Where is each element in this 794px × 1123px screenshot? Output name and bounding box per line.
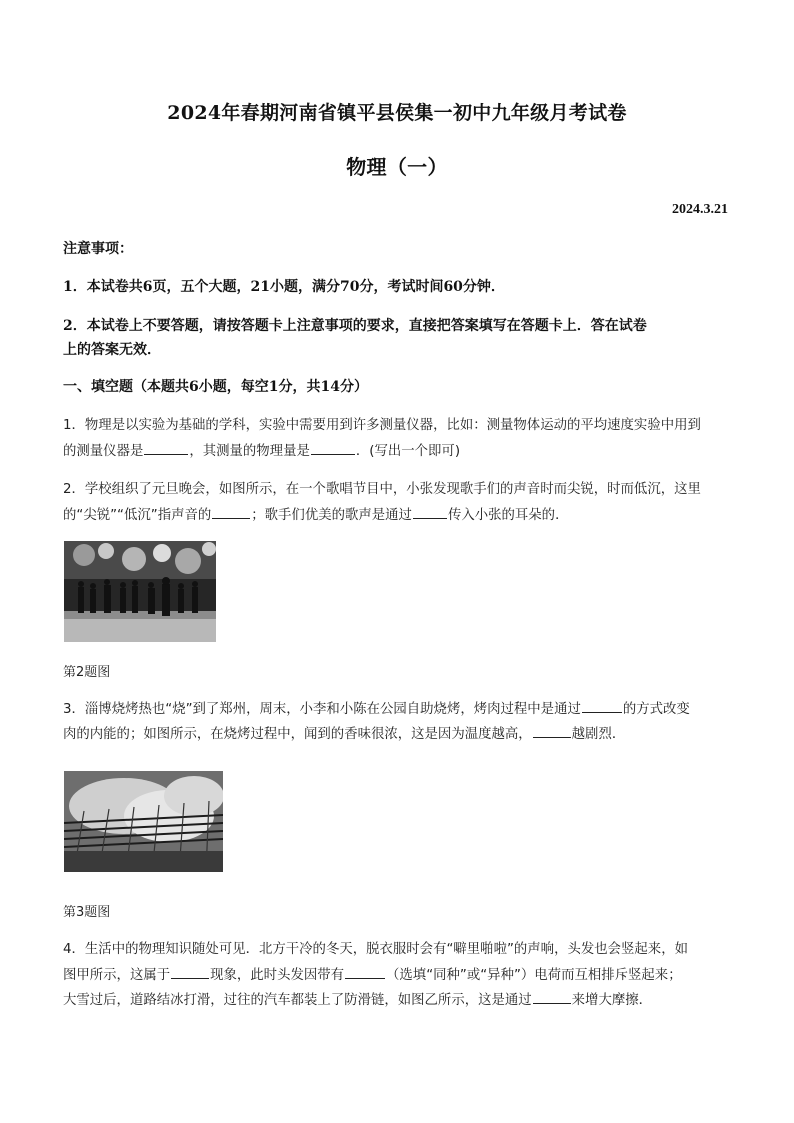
q2-text-c: 传入小张的耳朵的． <box>447 508 569 523</box>
barbecue-photo-drawing <box>64 771 223 872</box>
q1-blank-2 <box>311 440 355 455</box>
section-1-heading: 一、填空题（本题共6小题，每空1分，共14分） <box>63 379 368 395</box>
q1-line-1: 1．物理是以实验为基础的学科，实验中需要用到许多测量仪器，比如：测量物体运动的平均速度实验中用到 <box>63 418 701 433</box>
q1-line-2 <box>63 440 731 463</box>
q4-line-1: 4．生活中的物理知识随处可见．北方干冷的冬天，脱衣服时会有“噼里啪啦”的声响，头发也会竖起来，如 <box>63 942 688 957</box>
q1-blank-1 <box>144 440 188 455</box>
q1-text-c: ．(写出一个即可) <box>355 444 461 459</box>
q4-blank-3 <box>533 989 571 1004</box>
q4-blank-2 <box>345 964 385 979</box>
q3-line-2 <box>63 723 731 746</box>
q1-text-b: ，其测量的物理量是 <box>189 444 310 459</box>
q3-text-d: 越剧烈． <box>571 727 626 742</box>
q2-blank-2 <box>413 504 447 519</box>
q2-figure-caption: 第2题图 <box>63 665 111 680</box>
q3-blank-1 <box>582 698 622 713</box>
q3-text-a: 3．淄博烧烤热也“烧”到了郑州，周末，小李和小陈在公园自助烧烤，烤肉过程中是通过 <box>63 702 581 717</box>
q3-barbecue-photo <box>64 771 223 872</box>
q3-line-1 <box>63 698 731 721</box>
notice-heading: 注意事项： <box>63 241 133 257</box>
q3-text-b: 的方式改变 <box>622 702 690 717</box>
q4-text-e: 来增大摩擦． <box>571 993 653 1008</box>
q4-text-d: 大雪过后，道路结冰打滑，过往的汽车都装上了防滑链，如图乙所示，这是通过 <box>63 993 532 1008</box>
q4-line-3 <box>63 989 731 1012</box>
q4-line-2 <box>63 964 731 987</box>
q4-text-a: 图甲所示，这属于 <box>63 968 171 983</box>
q2-text-b: ；歌手们优美的歌声是通过 <box>251 508 412 523</box>
q3-figure-caption: 第3题图 <box>63 905 111 920</box>
exam-subtitle: 物理（一） <box>346 155 448 179</box>
q4-text-b: 现象，此时头发因带有 <box>210 968 345 983</box>
concert-photo-drawing <box>64 541 216 642</box>
q2-line-1: 2．学校组织了元旦晚会，如图所示，在一个歌唱节目中，小张发现歌手们的声音时而尖锐，时而低沉，这里 <box>63 482 701 497</box>
q3-blank-2 <box>533 723 571 738</box>
q2-blank-1 <box>212 504 250 519</box>
exam-title: 2024年春期河南省镇平县侯集一初中九年级月考试卷 <box>167 102 627 124</box>
q4-blank-1 <box>171 964 209 979</box>
q2-line-2 <box>63 504 731 527</box>
exam-date: 2024.3.21 <box>672 202 728 217</box>
notice-item-2-line-2: 上的答案无效． <box>63 342 161 358</box>
q3-text-c: 肉的内能的；如图所示，在烧烤过程中，闻到的香味很浓，这是因为温度越高， <box>63 727 532 742</box>
q2-concert-photo <box>64 541 216 642</box>
notice-item-2-line-1: 2．本试卷上不要答题，请按答题卡上注意事项的要求，直接把答案填写在答题卡上．答在试卷 <box>63 318 647 334</box>
q2-text-a: 的“尖锐”“低沉”指声音的 <box>63 508 212 523</box>
notice-item-1: 1．本试卷共6页，五个大题，21小题，满分70分，考试时间60分钟． <box>63 279 505 295</box>
q4-text-c: （选填“同种”或“异种”）电荷而互相排斥竖起来； <box>386 968 682 983</box>
q1-text-a: 的测量仪器是 <box>63 444 144 459</box>
